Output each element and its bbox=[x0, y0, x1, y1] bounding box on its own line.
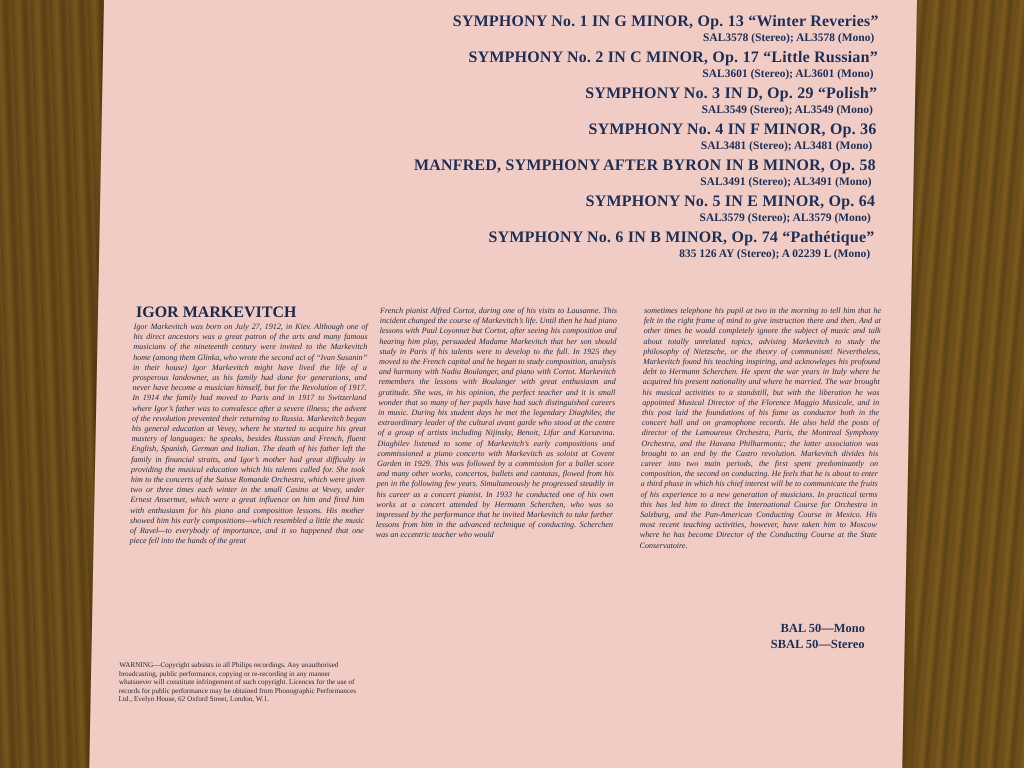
symphony-title: SYMPHONY No. 2 IN C MINOR, Op. 17 “Little Russian” bbox=[468, 49, 879, 66]
wood-table-right bbox=[914, 0, 1024, 768]
catalog-line: SAL3549 (Stereo); AL3549 (Mono) bbox=[701, 104, 874, 116]
biography-text: Igor Markevitch was born on July 27, 1912, in Kiev. Although one of his direct ancestors was a great patron of the arts and many famous musicians of the nineteenth century were invited to the Markevitch home (among them Glinka, who wrote the second act of “Ivan Susanin” in their house) Igor Markevitch might have lived the life of a prosperous landowner, as his family had done for generations, and never have become a musician himself, but for the Revolution of 1917. In 1914 the family had moved to Paris and in 1917 to Switzerland where Igor’s father was to convalesce after a severe illness; the advent of the revolution prevented their returning to Russia. Markevitch began his general education at Vevey, where he started to acquire his great mastery of languages: he speaks, besides Russian and French, fluent English, Spanish, German and Italian. The death of his father left the family in financial straits, and Igor’s mother had great difficulty in providing the musical education which his talents called for. She took him to the concerts of the Suisse Romande Orchestra, which were given two or three times each winter in the small Casino at Vevey, under Ernest Ansermet, which were a great influence on him and fired him with enthusiasm for his piano and composition lessons. His mother showed him his early compositions—which resembled a little the music of Ravel—to everybody of importance, and it so happened that one piece fell into the hands of the great bbox=[129, 322, 368, 546]
biography-column-1 bbox=[130, 322, 368, 546]
catalog-line: 835 126 AY (Stereo); A 02239 L (Mono) bbox=[679, 248, 871, 260]
symphony-title: SYMPHONY No. 3 IN D, Op. 29 “Polish” bbox=[585, 85, 878, 102]
symphony-title: MANFRED, SYMPHONY AFTER BYRON IN B MINOR, Op. 58 bbox=[413, 157, 876, 174]
symphony-title: SYMPHONY No. 4 IN F MINOR, Op. 36 bbox=[588, 121, 877, 138]
catalog-mono: BAL 50—Mono bbox=[780, 621, 866, 635]
symphony-entry bbox=[275, 156, 876, 189]
symphony-title: SYMPHONY No. 6 IN B MINOR, Op. 74 “Pathétique” bbox=[488, 229, 875, 246]
biography-heading: IGOR MARKEVITCH bbox=[135, 304, 297, 321]
symphony-list bbox=[274, 12, 879, 264]
record-catalog-numbers bbox=[771, 620, 865, 652]
symphony-entry bbox=[276, 120, 877, 153]
symphony-entry bbox=[277, 84, 878, 117]
catalog-stereo: SBAL 50—Stereo bbox=[770, 637, 865, 651]
symphony-entry bbox=[275, 192, 876, 225]
symphony-entry bbox=[277, 48, 878, 81]
biography-text: sometimes telephone his pupil at two in the morning to tell him that he felt in the right frame of mind to give instruction there and then. And at other times he would completely ignore the subject of music and talk about totally unrelated topics, advising Markevitch to study the philosophy of Nietzsche, or the theory of communism! Nevertheless, Markevitch found his teaching inspiring, and acknowleges his profound debt to Hermann Scherchen. He spent the war years in Italy where he acquired his present nationality and where he married. The war brought his musical activities to a standstill, but with the liberation he was appointed Musical Director of the Florence Maggio Musicale, and in this post laid the foundations of his fame as conductor both in the concert hall and on gramophone records. He also held the posts of director of the Lamoureux Orchestra, Paris, the Montreal Symphony Orchestra, and the Havana Philharmonic; the latter association was brought to an end by the Castro revolution. Markevitch divides his career into two main periods, the first spent predominantly on composition, the second on conducting. He feels that he is about to enter a third phase in which his chief interest will be to communicate the fruits of his experience to a new generation of musicians. In practical terms this has led him to direct the International Course for Orchestra in Salzburg, and the Pan-American Conducting Course in Mexico. His most recent teaching activities, however, have taken him to Moscow where he has become Director of the Conducting Course at the State Conservatoire. bbox=[639, 306, 882, 550]
symphony-entry bbox=[278, 12, 879, 45]
record-sleeve-back bbox=[89, 0, 917, 768]
copyright-warning: WARNING—Copyright subsists in all Philips recordings. Any unauthorised broadcasting, public performance, copying or re-recording in any manner whatsoever will constitute infringement of such copyright. Licences for the use of records for public performance may be obtained from Phonographic Performances Ltd., Evelyn House, 62 Oxford Street, London, W.1. bbox=[118, 661, 357, 704]
catalog-line: SAL3579 (Stereo); AL3579 (Mono) bbox=[699, 212, 871, 224]
symphony-title: SYMPHONY No. 5 IN E MINOR, Op. 64 bbox=[585, 193, 876, 210]
symphony-entry bbox=[274, 228, 875, 261]
biography-column-3 bbox=[639, 306, 881, 551]
catalog-line: SAL3481 (Stereo); AL3481 (Mono) bbox=[700, 140, 873, 152]
catalog-line: SAL3601 (Stereo); AL3601 (Mono) bbox=[702, 68, 874, 80]
catalog-line: SAL3491 (Stereo); AL3491 (Mono) bbox=[700, 176, 872, 188]
symphony-title: SYMPHONY No. 1 IN G MINOR, Op. 13 “Winter Reveries” bbox=[452, 13, 879, 30]
catalog-line: SAL3578 (Stereo); AL3578 (Mono) bbox=[702, 32, 875, 44]
biography-column-2 bbox=[376, 306, 618, 541]
biography-text: French pianist Alfred Cortot, during one of his visits to Lausanne. This incident changed the course of Markevitch’s life. Until then he had piano lessons with Paul Loyonnet but Cortot, after seeing his composition and hearing him play, persuaded Madame Markevitch that her son should study in Paris if his talents were to develop to the full. In 1925 they moved to the French capital and he began to study composition, analysis and harmony with Nadia Boulanger, and piano with Cortot. Markevitch remembers the lessons with Boulanger with great enthusiasm and gratitude. She was, in his opinion, the perfect teacher and it is small wonder that so many of her pupils have had such distinguished careers in music. During his student days he met the legendary Diaghilev, the extraordinary leader of the cultural avant garde who stood at the centre of a group of artists including Nijinsky, Benoit, Lifar and Karsavina. Diaghilev listened to some of Markevitch’s early compositions and commissioned a piano concerto with Markevitch as soloist at Covent Garden in 1929. This was followed by a commission for a ballet score and many other works, concertos, ballets and cantatas, flowed from his pen in the following few years. Simultaneously he progressed steadily in his career as a concert pianist. In 1933 he conducted one of his own works at a concert attended by Hermann Scherchen, who was so impressed by the performance that he invited Markevitch to take further lessons from him in the advanced technique of conducting. Scherchen was an eccentric teacher who would bbox=[375, 306, 618, 540]
